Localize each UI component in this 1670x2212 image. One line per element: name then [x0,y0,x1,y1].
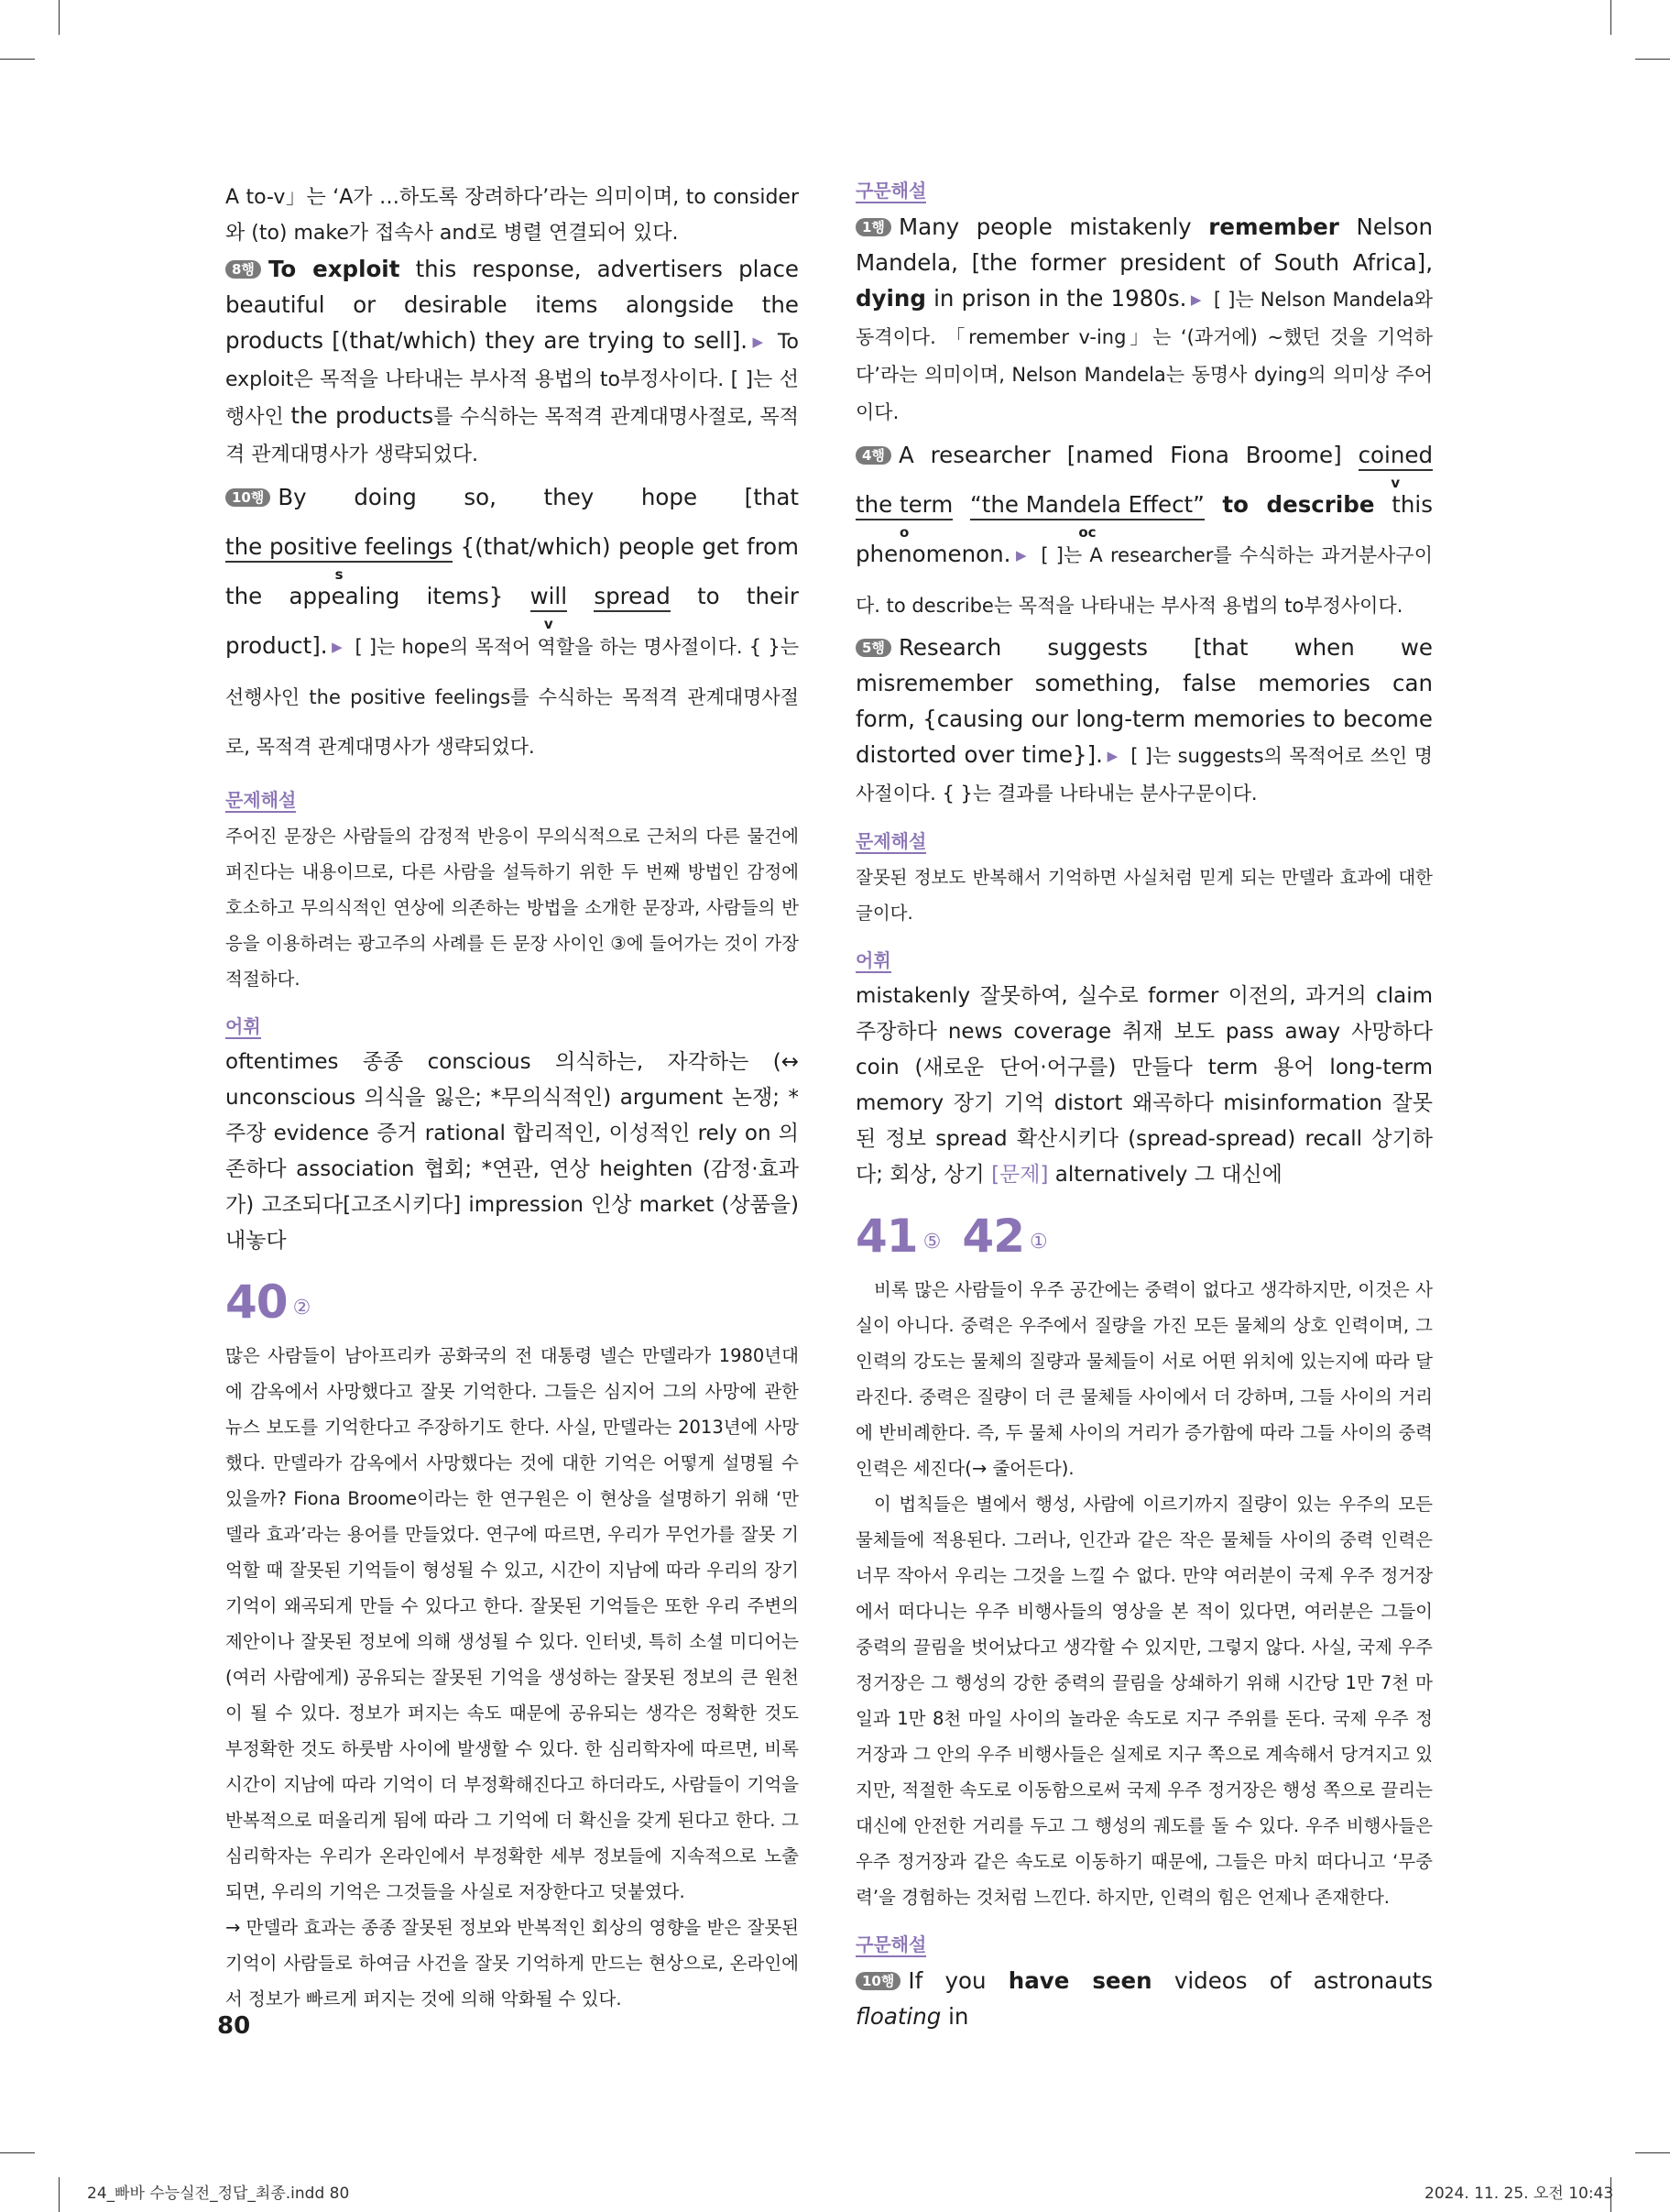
verb-underline [529,583,568,632]
note-text: [ ]는 Nelson Mandela와 동격이다. 「remember v-ing」는 ‘(과거에) ~했던 것을 기억하다’라는 의미이며, Nelson Mandela는 동명사 dying의 의미상 주어이다. [856,289,1433,423]
bold-phrase: have seen [1008,1967,1152,1994]
answer-mark: ② [292,1297,311,1320]
note-text: 를 수식하는 목적격 관계대명사절로, 목적격 관계대명사가 생략되었다. [225,406,799,466]
crop-mark [0,59,35,60]
triangle-icon: ▶ [1190,291,1202,308]
left-column [225,180,799,2017]
question-number: 42 [962,1210,1025,1263]
crop-mark [1635,59,1670,60]
sentence-text: this phenomenon. [856,491,1433,567]
underlined-text: the term [856,491,954,518]
sentence-text: in [941,2003,969,2030]
section-heading-vocab: 어휘 [225,1015,261,1037]
line-badge: 10행 [856,1972,900,1990]
line-badge: 10행 [225,488,270,507]
bold-phrase: To exploit [267,256,400,282]
syntax-line-1 [856,209,1433,431]
note-text: the products [290,402,434,429]
verb-underline [1358,442,1433,491]
crop-mark [0,2152,35,2153]
crop-mark [1610,0,1611,35]
grammar-label: s [334,566,344,583]
crop-mark [59,2177,60,2212]
syntax-line-4 [856,431,1433,630]
sentence-text: By doing so, they hope [that [278,484,799,510]
line-badge: 5행 [856,639,891,657]
underlined-text: spread [594,583,671,609]
triangle-icon: ▶ [331,639,344,655]
summary-40: → 만델라 효과는 종종 잘못된 정보와 반복적인 회상의 영향을 받은 잘못된 기억이 사람들로 하여금 사건을 잘못 기억하게 만드는 현상으로, 온라인에서 정보가 빠르게 퍼지는 것에 의해 악화될 수 있다. [225,1917,799,2009]
note-text: [ ]는 suggests의 목적어로 쓰인 명사절이다. { }는 결과를 나타내는 분사구문이다. [856,745,1433,805]
sentence-text: videos of astronauts [1152,1967,1434,1994]
note-text: [ ]는 hope의 목적어 역할을 하는 명사절이다. { }는 선행사인 the positive feelings를 수식하는 목적격 관계대명사절로, 목적격 관계대명사가 생략되었다. [225,636,799,758]
answer-mark: ① [1030,1231,1048,1254]
sentence-text: {(that/which) people get from the appealing items} [225,533,799,609]
problem-explanation: 잘못된 정보도 반복해서 기억하면 사실처럼 믿게 되는 만델라 효과에 대한 글이다. [856,867,1433,924]
vocab-list: oftentimes 종종 conscious 의식하는, 자각하는 (↔ unconscious 의식을 잃은; *무의식적인) argument 논쟁; *주장 evidence 증거 rational 합리적인, 이성적인 rely on 의존하다 association 협회; *연관, 연상 heighten (감정·효과가) 고조되다[고조시키다] impression 인상 market (상품을) 내놓다 [225,1050,799,1253]
vocab-text: mistakenly 잘못하여, 실수로 former 이전의, 과거의 claim 주장하다 news coverage 취재 보도 pass away 사망하다 coin (새로운 단어·어구를) 만들다 term 용어 long-term memory 장기 기억 distort 왜곡하다 misinformation 잘못된 정보 spread 확산시키다 (spread-spread) recall 상기하다; 회상, 상기 [856,984,1433,1187]
problem-tag: [문제] [991,1163,1049,1187]
vocab-text: alternatively 그 대신에 [1048,1163,1283,1187]
subject-underline [225,533,453,583]
note-text: [ ]는 A researcher를 수식하는 과거분사구이다. to describe는 목적을 나타내는 부사적 용법의 to부정사이다. [856,544,1434,617]
syntax-line-5 [856,630,1433,812]
grammar-label: o [899,524,910,541]
problem-explanation: 주어진 문장은 사람들의 감정적 반응이 무의식적으로 근처의 다른 물건에 퍼진다는 내용이므로, 다른 사람을 설득하기 위한 두 번째 방법인 감정에 호소하고 무의식적인 연상에 의존하는 방법을 소개한 문장과, 사람들의 반응을 이용하려는 광고주의 사례를 든 문장 사이인 ③에 들어가는 것이 가장 적절하다. [225,826,799,990]
bold-phrase: dying [856,285,926,312]
sentence-text: Nelson Mandela, [the former president of South Africa], [856,214,1433,276]
sentence-text: Research suggests [that when we misremember something, false memories can form, {causing our long-term memories to become distorted over time}]. [856,634,1433,768]
sentence-text: this response, advertisers place beautiful or desirable items alongside the products [(that/which) they are trying to sell]. [225,256,799,354]
triangle-icon: ▶ [751,334,765,350]
object-underline [856,491,954,541]
syntax-line-10 [856,1963,1433,2034]
question-40-header [225,1259,799,1338]
footer-timestamp: 2024. 11. 25. 오전 10:43 [1424,2185,1614,2203]
grammar-label: oc [1078,524,1097,541]
bold-phrase: to describe [1204,491,1375,518]
line-badge: 1행 [856,218,891,236]
question-41-42-header [856,1193,1433,1272]
grammar-label: v [543,616,553,632]
section-heading-syntax: 구문해설 [856,1933,927,1955]
triangle-icon: ▶ [1106,748,1119,764]
underlined-text: the positive feelings [225,533,453,560]
verb-underline [594,583,671,612]
question-number: 41 [856,1210,918,1263]
section-heading-syntax: 구문해설 [856,180,927,202]
note-text: To exploit은 목적을 나타내는 부사적 용법의 to부정사이다. [ ]는 선행사인 [225,331,800,429]
page-number: 80 [217,2012,251,2040]
italic-phrase: floating [856,2003,942,2030]
line-badge: 8행 [225,260,261,279]
sentence-text: If you [908,1967,1009,1994]
section-heading-vocab: 어휘 [856,949,891,971]
footer-file-info: 24_빠바 수능실전_정답_최종.indd 80 [87,2185,350,2203]
sentence-text: A researcher [named Fiona Broome] [898,442,1359,468]
sentence-text: to their product]. [225,583,799,659]
underlined-text: coined [1358,442,1433,468]
translation-paragraph-1: 비록 많은 사람들이 우주 공간에는 중력이 없다고 생각하지만, 이것은 사실이 아니다. 중력은 우주에서 질량을 가진 모든 물체의 상호 인력이며, 그 인력의 강도는 물체의 질량과 물체들이 서로 어떤 위치에 있는지에 따라 달라진다. 중력은 질량이 더 큰 물체들 사이에서 더 강하며, 그들 사이의 거리에 반비례한다. 즉, 두 물체 사이의 거리가 증가함에 따라 그들 사이의 중력 인력은 세진다(→ 줄어든다). [856,1279,1433,1479]
complement-underline [970,491,1205,541]
underlined-text: will [529,583,568,609]
section-heading-problem: 문제해설 [856,830,927,852]
sentence-text: in prison in the 1980s. [925,285,1187,312]
syntax-line-10 [225,473,799,771]
line-badge: 4행 [856,446,891,465]
crop-mark [1635,2152,1670,2153]
continued-note: A to-v」는 ‘A가 …하도록 장려하다’라는 의미이며, to consider와 (to) make가 접속사 and로 병렬 연결되어 있다. [225,186,799,245]
crop-mark [59,0,60,35]
right-column [856,180,1433,2034]
grammar-label: v [1391,475,1401,491]
answer-mark: ⑤ [922,1231,942,1254]
bold-phrase: remember [1208,214,1339,240]
section-heading-problem: 문제해설 [225,789,297,811]
translation-40: 많은 사람들이 남아프리카 공화국의 전 대통령 넬슨 만델라가 1980년대에 감옥에서 사망했다고 잘못 기억한다. 그들은 심지어 그의 사망에 관한 뉴스 보도를 기억한다고 주장하기도 한다. 사실, 만델라는 2013년에 사망했다. 만델라가 감옥에서 사망했다는 것에 대한 기억은 어떻게 설명될 수 있을까? Fiona Broome이라는 한 연구원은 이 현상을 설명하기 위해 ‘만델라 효과’라는 용어를 만들었다. 연구에 따르면, 우리가 무언가를 잘못 기억할 때 잘못된 기억들이 형성될 수 있고, 시간이 지남에 따라 우리의 장기 기억이 왜곡되게 만들 수 있다고 한다. 잘못된 기억들은 또한 우리 주변의 제안이나 잘못된 정보에 의해 생성될 수 있다. 인터넷, 특히 소셜 미디어는 (여러 사람에게) 공유되는 잘못된 기억을 생성하는 잘못된 정보의 큰 원천이 될 수 있다. 정보가 퍼지는 속도 때문에 공유되는 생각은 정확한 것도 부정확한 것도 하룻밤 사이에 발생할 수 있다. 한 심리학자에 따르면, 비록 시간이 지남에 따라 기억이 더 부정확해진다고 하더라도, 사람들이 기억을 반복적으로 떠올리게 됨에 따라 그 기억에 더 확신을 갖게 된다고 한다. 그 심리학자는 우리가 온라인에서 부정확한 세부 정보들에 지속적으로 노출되면, 우리의 기억은 그것들을 사실로 저장한다고 덧붙였다. [225,1345,799,1902]
question-number: 40 [225,1276,288,1329]
translation-paragraph-2: 이 법칙들은 별에서 행성, 사람에 이르기까지 질량이 있는 우주의 모든 물체들에 적용된다. 그러나, 인간과 같은 작은 물체들 사이의 중력 인력은 너무 작아서 우리는 그것을 느낄 수 없다. 만약 여러분이 국제 우주 정거장에서 떠다니는 우주 비행사들의 영상을 본 적이 있다면, 여러분은 그들이 중력의 끌림을 벗어났다고 생각할 수 있지만, 그렇지 않다. 사실, 국제 우주 정거장은 그 행성의 강한 중력의 끌림을 상쇄하기 위해 시간당 1만 7천 마일과 1만 8천 마일 사이의 놀라운 속도로 지구 주위를 돈다. 국제 우주 정거장과 그 안의 우주 비행사들은 실제로 지구 쪽으로 계속해서 당겨지고 있지만, 적절한 속도로 이동함으로써 국제 우주 정거장은 행성 쪽으로 끌리는 대신에 안전한 거리를 두고 그 행성의 궤도를 돌 수 있다. 우주 비행사들은 우주 정거장과 같은 속도로 이동하기 때문에, 그들은 마치 떠다니고 ‘무중력’을 경험하는 것처럼 느낀다. 하지만, 인력의 힘은 언제나 존재한다. [856,1494,1433,1908]
underlined-text: “the Mandela Effect” [970,491,1205,518]
syntax-line-8 [225,251,799,473]
triangle-icon: ▶ [1014,547,1029,564]
sentence-text: Many people mistakenly [898,214,1209,240]
vocab-list [856,979,1433,1193]
